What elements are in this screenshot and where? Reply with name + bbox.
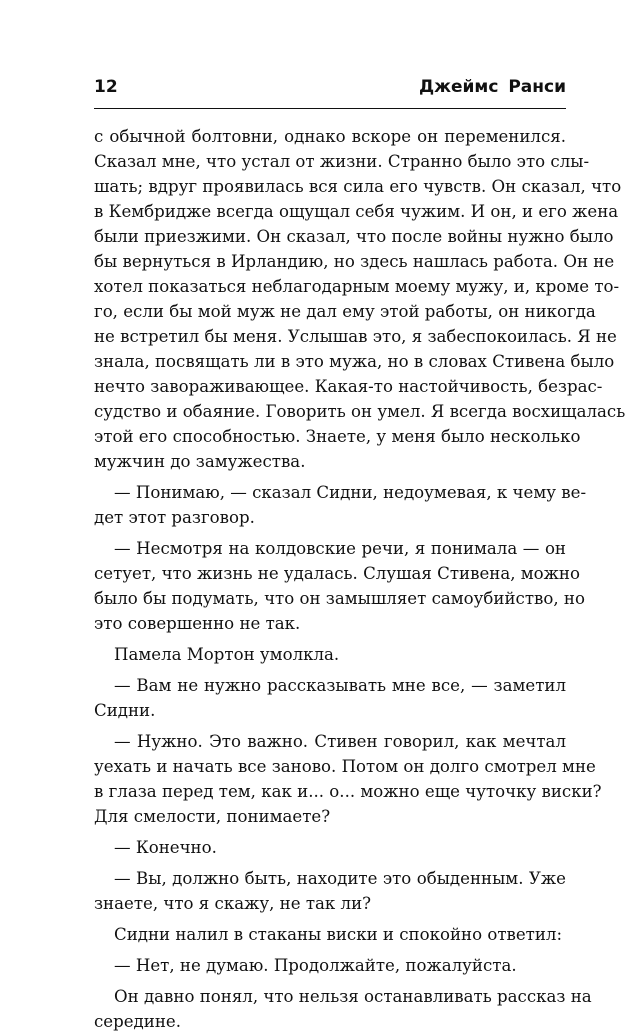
text-line: судство и обаяние. Говорить он умел. Я всегда восхищалась [94,402,626,421]
text-line: этой его способностью. Знаете, у меня было несколько [94,427,581,446]
text-line: мужчин до замужества. [94,452,306,471]
text-line: уехать и начать все заново. Потом он долго смотрел мне [94,757,596,776]
text-line: — Несмотря на колдовские речи, я понимала — он [114,539,566,558]
text-line: бы вернуться в Ирландию, но здесь нашлась работа. Он не [94,252,615,271]
text-line: хотел показаться неблагодарным моему мужу, и, кроме то- [94,277,620,296]
text-line: знала, посвящать ли в это мужа, но в словах Стивена было [94,352,615,371]
text-line: не встретил бы меня. Услышав это, я забеспокоилась. Я не [94,327,617,346]
page-number: 12 [94,77,118,97]
text-line: были приезжими. Он сказал, что после войны нужно было [94,227,614,246]
text-line: дет этот разговор. [94,508,255,527]
text-line: знаете, что я скажу, не так ли? [94,894,372,913]
text-line: в Кембридже всегда ощущал себя чужим. И он, и его жена [94,202,619,221]
text-line: было бы подумать, что он замышляет самоубийство, но [94,589,585,608]
text-line: — Конечно. [114,838,217,857]
text-line: Сидни. [94,701,156,720]
text-line: — Нет, не думаю. Продолжайте, пожалуйста. [114,956,517,975]
body-text [94,124,626,1034]
text-line: Для смелости, понимаете? [94,807,331,826]
text-line: — Нужно. Это важно. Стивен говорил, как мечтал [114,732,566,751]
text-line: Он давно понял, что нельзя останавливать рассказ на [114,987,592,1006]
page-header [94,77,566,105]
text-line: Памела Мортон умолкла. [114,645,340,664]
text-line: это совершенно не так. [94,614,301,633]
text-line: нечто завораживающее. Какая-то настойчивость, безрас- [94,377,603,396]
text-line: — Вам не нужно рассказывать мне все, — заметил [114,676,566,695]
text-line: Сидни налил в стаканы виски и спокойно ответил: [114,925,563,944]
text-line: середине. [94,1012,181,1031]
running-head-author: Джеймс Ранси [418,77,566,97]
text-line: — Понимаю, — сказал Сидни, недоумевая, к чему ве- [114,483,587,502]
header-rule [94,108,566,109]
text-line: сетует, что жизнь не удалась. Слушая Стивена, можно [94,564,580,583]
text-line: шать; вдруг проявилась вся сила его чувств. Он сказал, что [94,177,622,196]
text-line: — Вы, должно быть, находите это обыденным. Уже [114,869,566,888]
text-line: Сказал мне, что устал от жизни. Странно было это слы- [94,152,590,171]
text-line: с обычной болтовни, однако вскоре он переменился. [94,127,566,146]
text-line: го, если бы мой муж не дал ему этой работы, он никогда [94,302,596,321]
text-line: в глаза перед тем, как и... о... можно еще чуточку виски? [94,782,602,801]
